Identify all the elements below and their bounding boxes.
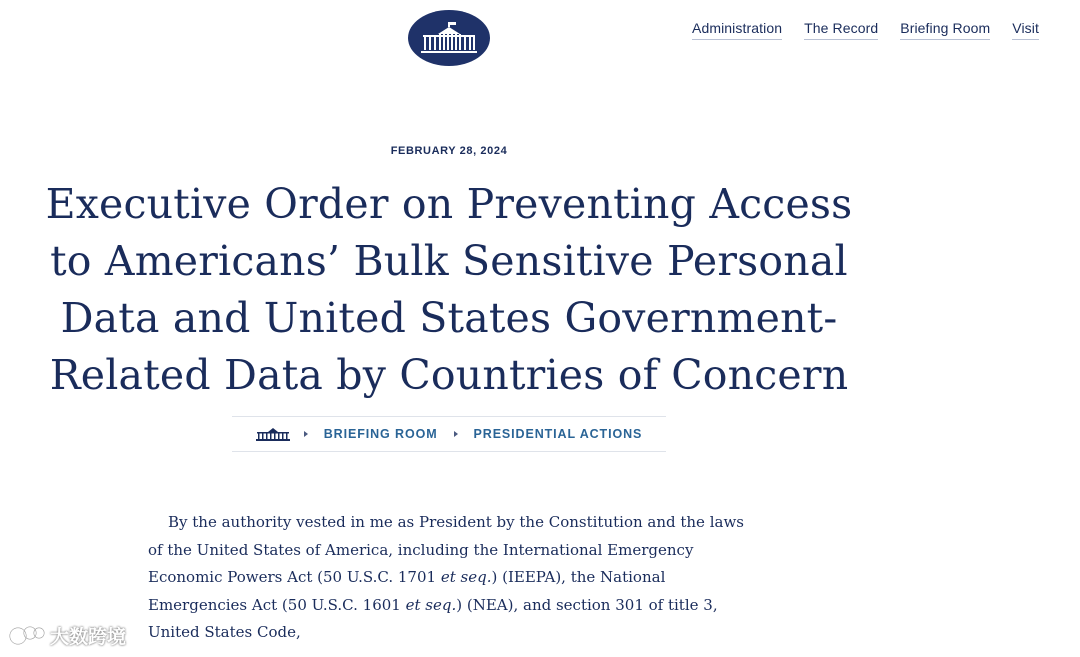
breadcrumb: [232, 416, 666, 452]
circle-logo-icon: [8, 624, 46, 648]
nav-visit[interactable]: Visit: [1012, 20, 1039, 40]
body-text-part: By the authority vested in me as President by the Constitution and the laws of the United States of America, including the International Emergency Economic Powers Act (50 U.S.C. 1701: [148, 513, 744, 587]
publish-date: FEBRUARY 28, 2024: [390, 145, 508, 157]
watermark-text: 大数跨境: [50, 626, 127, 648]
nav-the-record[interactable]: The Record: [804, 20, 878, 40]
breadcrumb-briefing-room[interactable]: BRIEFING ROOM: [323, 427, 438, 441]
page-title: Executive Order on Preventing Access to Americans’ Bulk Sensitive Personal Data and United States Government-Related Data by Countries of Concern: [45, 180, 853, 399]
nav-administration[interactable]: Administration: [692, 20, 782, 40]
body-italic: et seq.: [440, 568, 492, 587]
chevron-right-icon: [454, 431, 458, 437]
white-house-logo[interactable]: [408, 10, 490, 66]
white-house-home-icon: [256, 427, 290, 441]
white-house-logo-icon: [417, 21, 481, 55]
body-text-part: ) (NEA), and section 301 of title 3, United States Code,: [148, 595, 718, 642]
body-italic: et seq.: [405, 595, 457, 614]
watermark: [8, 622, 126, 649]
main-nav: [692, 20, 1061, 40]
body-text-part: ) (IEEPA), the National Emergencies Act (50 U.S.C. 1601: [148, 568, 666, 614]
breadcrumb-presidential-actions[interactable]: PRESIDENTIAL ACTIONS: [473, 427, 643, 441]
chevron-right-icon: [304, 431, 308, 437]
nav-briefing-room[interactable]: Briefing Room: [900, 20, 990, 40]
body-paragraph: [148, 509, 758, 647]
breadcrumb-home[interactable]: [256, 427, 290, 441]
